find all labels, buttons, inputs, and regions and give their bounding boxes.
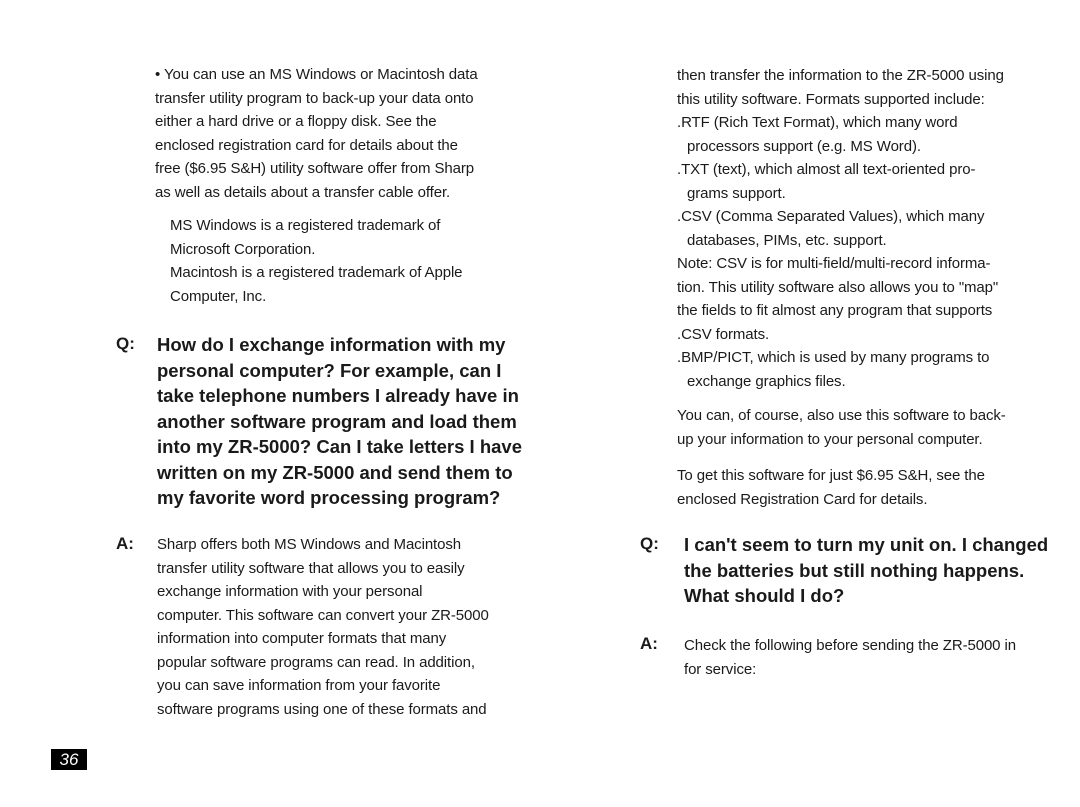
text-line: as well as details about a transfer cable offer.: [155, 183, 451, 201]
text-line: written on my ZR-5000 and send them to: [157, 461, 513, 483]
text-line: .CSV formats.: [677, 325, 770, 343]
text-line: exchange information with your personal: [157, 583, 423, 600]
text-line: another software program and load them: [157, 410, 517, 432]
formats-list: [677, 64, 1004, 393]
question-label-2: Q:: [640, 534, 659, 553]
answer-label-2: A:: [640, 634, 658, 653]
text-line: free ($6.95 S&H) utility software offer from Sharp: [155, 160, 475, 177]
text-line: take telephone numbers I already have in: [157, 385, 519, 406]
question-heading-2: [684, 532, 1048, 609]
text-line: Note: CSV is for multi-field/multi-record informa-: [677, 255, 991, 272]
text-line: my favorite word processing program?: [157, 487, 501, 508]
answer-paragraph: [157, 533, 489, 721]
text-line: • You can use an MS Windows or Macintosh data: [155, 66, 478, 83]
trademark-note: [170, 214, 462, 308]
text-line: databases, PIMs, etc. support.: [687, 231, 887, 249]
text-line: exchange graphics files.: [687, 372, 846, 390]
text-line: I can't seem to turn my unit on. I changed: [684, 534, 1049, 555]
page-number: 36: [51, 749, 87, 770]
text-line: You can, of course, also use this software to back-: [677, 407, 1006, 424]
answer-paragraph-2: [684, 634, 1016, 681]
text-line: into my ZR-5000? Can I take letters I have: [157, 436, 522, 457]
text-line: you can save information from your favorite: [157, 677, 441, 694]
text-line: Macintosh is a registered trademark of Apple: [170, 264, 463, 281]
text-line: .RTF (Rich Text Format), which many word: [677, 114, 958, 131]
text-line: processors support (e.g. MS Word).: [687, 137, 921, 155]
text-line: What should I do?: [684, 585, 845, 606]
text-line: tion. This utility software also allows you to "map": [677, 278, 999, 296]
text-line: .CSV (Comma Separated Values), which many: [677, 208, 985, 225]
text-line: .BMP/PICT, which is used by many programs to: [677, 349, 990, 366]
price-paragraph: [677, 464, 985, 511]
text-line: enclosed registration card for details about the: [155, 136, 458, 154]
text-line: MS Windows is a registered trademark of: [170, 217, 441, 234]
text-line: for service:: [684, 660, 757, 678]
question-heading: [157, 332, 522, 511]
text-line: software programs using one of these formats and: [157, 700, 487, 718]
text-line: enclosed Registration Card for details.: [677, 490, 928, 508]
text-line: Check the following before sending the ZR-5000 in: [684, 637, 1016, 654]
text-line: transfer utility program to back-up your data onto: [155, 89, 474, 107]
text-line: To get this software for just $6.95 S&H, see the: [677, 467, 985, 484]
answer-label: A:: [116, 534, 134, 553]
text-line: transfer utility software that allows you to easily: [157, 559, 465, 577]
text-line: popular software programs can read. In addition,: [157, 653, 475, 671]
text-line: this utility software. Formats supported include:: [677, 90, 985, 108]
text-line: How do I exchange information with my: [157, 334, 506, 355]
text-line: personal computer? For example, can I: [157, 359, 502, 381]
question-label: Q:: [116, 334, 135, 353]
text-line: computer. This software can convert your ZR-5000: [157, 606, 489, 624]
backup-paragraph: [677, 404, 1006, 451]
text-line: the batteries but still nothing happens.: [684, 559, 1025, 581]
text-line: then transfer the information to the ZR-5000 using: [677, 67, 1004, 84]
text-line: information into computer formats that many: [157, 630, 447, 647]
bullet-paragraph: [155, 63, 478, 204]
text-line: .TXT (text), which almost all text-oriented pro-: [677, 161, 976, 178]
text-line: the fields to fit almost any program that supports: [677, 302, 993, 319]
text-line: Computer, Inc.: [170, 287, 267, 305]
text-line: Microsoft Corporation.: [170, 240, 316, 258]
text-line: either a hard drive or a floppy disk. See the: [155, 113, 437, 130]
text-line: grams support.: [687, 184, 786, 202]
text-line: up your information to your personal computer.: [677, 430, 983, 448]
text-line: Sharp offers both MS Windows and Macintosh: [157, 536, 462, 553]
